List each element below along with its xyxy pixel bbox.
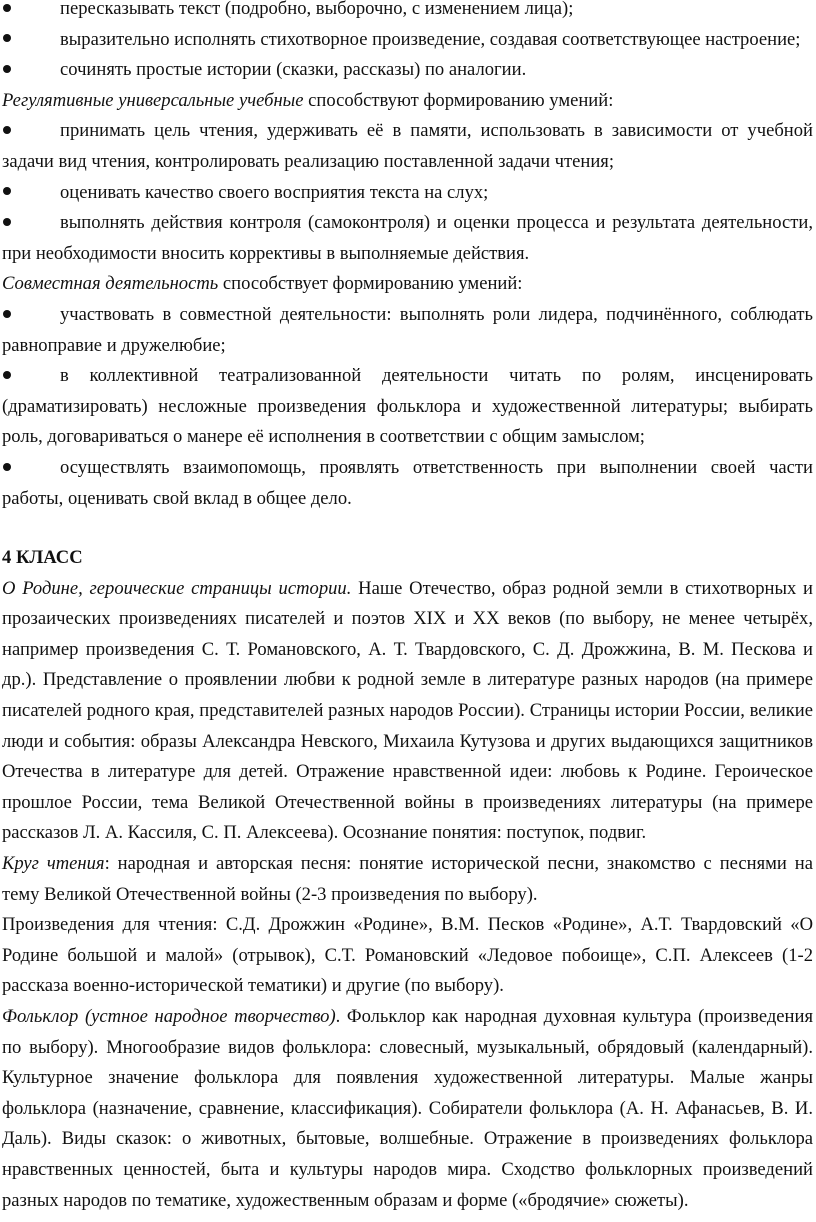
reading-circle-paragraph <box>2 849 813 910</box>
regulative-lead: Регулятивные универсальные учебные <box>2 89 304 111</box>
folklore-lead: Фольклор (устное народное творчество) <box>2 1006 336 1027</box>
folklore-text: . Фольклор как народная духовная культура (произведения по выбору). Многообразие видов фольклора: словесный, музыкальный, обрядовый (календарный). Культурное значение фольклора для появления художественной литературы. Малые жанры фольклора (назначение, сравнение, классификация). Собиратели фольклора (А. Н. Афанасьев, В. И. Даль). Виды сказок: о животных, бытовые, волшебные. Отражение в произведениях фольклора нравственных ценностей, быта и культуры народов мира. Сходство фольклорных произведений разных народов по тематике, художественным образам и форме («бродячие» сюжеты). <box>2 1006 813 1211</box>
list-item <box>2 300 813 361</box>
joint-activity-rest: способствует формированию умений: <box>218 273 523 295</box>
list-item <box>2 361 813 453</box>
reading-circle-text: : народная и авторская песня: понятие исторической песни, знакомство с песнями на тему Великой Отечественной войны (2-3 произведения по выбору). <box>2 853 813 905</box>
list-item <box>2 453 813 514</box>
regulative-intro <box>2 86 813 117</box>
section-heading: 4 КЛАСС <box>2 547 83 569</box>
joint-activity-intro <box>2 269 813 300</box>
section-spacer <box>2 514 813 543</box>
reading-circle-lead: Круг чтения <box>2 853 105 875</box>
joint-activity-list <box>2 300 813 514</box>
bullet-icon <box>2 25 60 56</box>
motherland-paragraph <box>2 574 813 849</box>
list-item-text: выразительно исполнять стихотворное произведение, создавая соответствующее настроение; <box>60 28 801 50</box>
list-item-text: в коллективной театрализованной деятельности читать по ролям, инсценировать (драматизировать) несложные произведения фольклора и художественной литературы; выбирать роль, договариваться о манере её исполнения в соответствии с общим замыслом; <box>2 365 813 448</box>
motherland-text: Наше Отечество, образ родной земли в стихотворных и прозаических произведениях писателей и поэтов XIX и XX веков (по выбору, не менее четырёх, например произведения С. Т. Романовского, А. Т. Твардовского, С. Д. Дрожжина, В. М. Пескова и др.). Представление о проявлении любви к родной земле в литературе разных народов (на примере писателей родного края, представителей разных народов России). Страницы истории России, великие люди и события: образы Александра Невского, Михаила Кутузова и других выдающихся защитников Отечества в литературе для детей. Отражение нравственной идеи: любовь к Родине. Героическое прошлое России, тема Великой Отечественной войны в произведениях литературы (на примере рассказов Л. А. Кассиля, С. П. Алексеева). Осознание понятия: поступок, подвиг. <box>2 577 813 844</box>
works-paragraph: Произведения для чтения: С.Д. Дрожжин «Родине», В.М. Песков «Родине», А.Т. Твардовский «О Родине большой и малой» (отрывок), С.Т. Романовский «Ледовое побоище», С.П. Алексеев (1-2 рассказа военно-исторической тематики) и другие (по выбору). <box>2 914 813 997</box>
folklore-paragraph <box>2 1002 813 1216</box>
bullet-icon <box>2 178 60 209</box>
list-item-text: оценивать качество своего восприятия текста на слух; <box>60 181 489 203</box>
list-item-text: осуществлять взаимопомощь, проявлять ответственность при выполнении своей части работы, оценивать свой вклад в общее дело. <box>2 456 813 509</box>
bullet-icon <box>2 453 60 484</box>
motherland-lead: О Родине, героические страницы истории. <box>2 577 352 599</box>
bullet-icon <box>2 116 60 147</box>
list-item-text: принимать цель чтения, удерживать её в памяти, использовать в зависимости от учебной задачи вид чтения, контролировать реализацию поставленной задачи чтения; <box>2 120 813 172</box>
list-item <box>2 0 813 25</box>
bullet-icon <box>2 208 60 239</box>
list-item <box>2 116 813 177</box>
joint-activity-lead: Совместная деятельность <box>2 273 219 295</box>
list-item <box>2 55 813 86</box>
regulative-skills-list <box>2 116 813 269</box>
list-item <box>2 178 813 209</box>
list-item-text: выполнять действия контроля (самоконтроля) и оценки процесса и результата деятельности, при необходимости вносить коррективы в выполняемые действия. <box>2 212 813 264</box>
communicative-skills-list <box>2 0 813 86</box>
list-item-text: участвовать в совместной деятельности: выполнять роли лидера, подчинённого, соблюдать равноправие и дружелюбие; <box>2 303 813 356</box>
list-item-text: сочинять простые истории (сказки, рассказы) по аналогии. <box>60 59 527 81</box>
list-item-text: пересказывать текст (подробно, выборочно, с изменением лица); <box>60 0 574 19</box>
regulative-rest: способствуют формированию умений: <box>303 89 614 111</box>
bullet-icon <box>2 0 60 25</box>
list-item <box>2 208 813 269</box>
bullet-icon <box>2 300 60 331</box>
bullet-icon <box>2 55 60 86</box>
list-item <box>2 25 813 56</box>
bullet-icon <box>2 361 60 392</box>
